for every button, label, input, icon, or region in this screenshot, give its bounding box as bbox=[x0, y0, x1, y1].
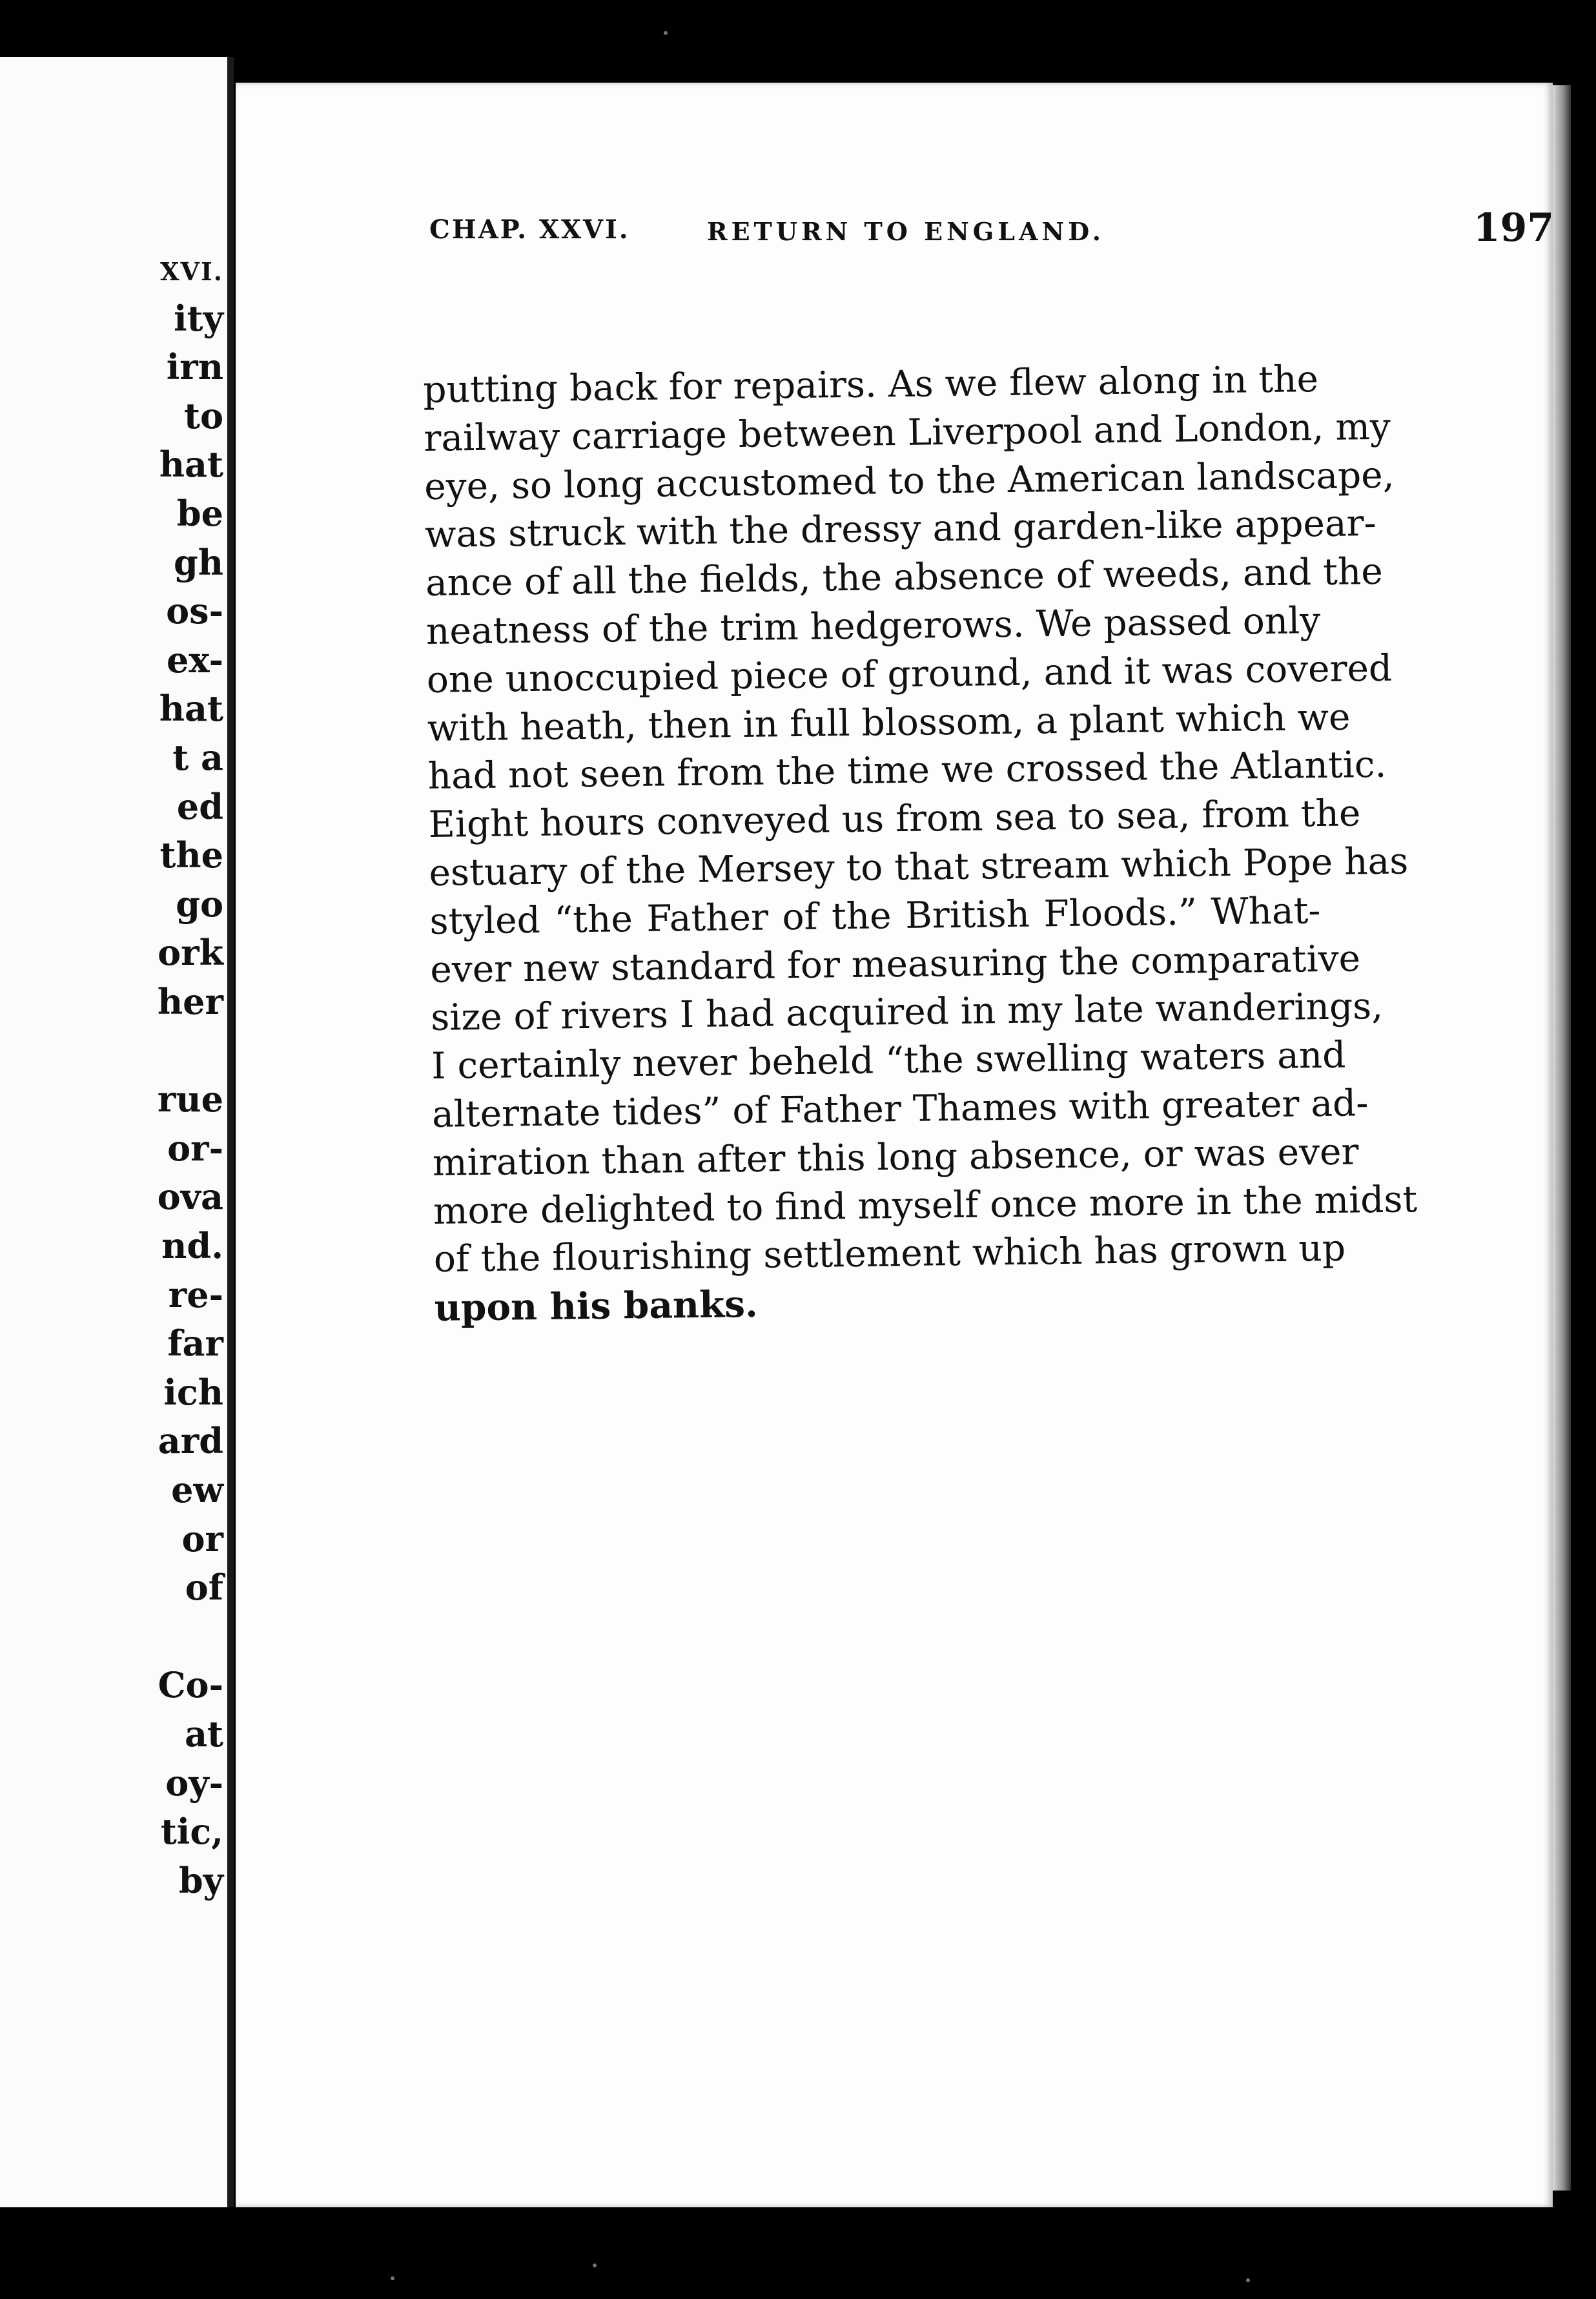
text-line: railway carriage between Liverpool and London, my bbox=[423, 406, 1391, 460]
scan-speck bbox=[391, 2276, 394, 2280]
text-line: estuary of the Mersey to that stream which Pope has bbox=[429, 840, 1409, 894]
page-edge-shadow bbox=[1553, 85, 1571, 2191]
facing-page-fragment: ew bbox=[171, 1469, 223, 1510]
facing-page-fragment: ity bbox=[174, 297, 223, 339]
facing-page-fragment: ich bbox=[163, 1371, 223, 1413]
facing-page-fragment: hat bbox=[159, 444, 223, 486]
text-line: I certainly never beheld “the swelling waters and bbox=[431, 1034, 1346, 1088]
text-line: one unoccupied piece of ground, and it was covered bbox=[426, 647, 1393, 701]
chapter-label: CHAP. XXVI. bbox=[429, 214, 630, 245]
gutter bbox=[227, 57, 234, 2207]
text-line: styled “the Father of the British Floods.” What- bbox=[429, 889, 1321, 943]
running-head bbox=[429, 205, 1559, 257]
facing-page-fragment: her bbox=[157, 981, 223, 1022]
facing-page-fragment: irn bbox=[166, 346, 223, 388]
facing-page-fragment: os- bbox=[166, 590, 223, 632]
text-line: ever new standard for measuring the comparative bbox=[430, 937, 1361, 991]
facing-page-fragment: t a bbox=[172, 737, 223, 778]
facing-page-fragment: oy- bbox=[165, 1762, 223, 1804]
facing-page-fragment: go bbox=[176, 883, 223, 925]
facing-page-fragment: far bbox=[167, 1323, 223, 1365]
facing-page-fragment: or bbox=[181, 1518, 223, 1560]
facing-page-fragment: of bbox=[185, 1567, 223, 1609]
facing-page-fragment: ard bbox=[158, 1420, 223, 1462]
facing-page-fragment: by bbox=[178, 1859, 223, 1901]
text-line: eye, so long accustomed to the American landscape, bbox=[424, 454, 1395, 508]
body-paragraph bbox=[423, 356, 1418, 1333]
facing-page-fragment: the bbox=[159, 834, 223, 876]
text-line: of the flourishing settlement which has grown up bbox=[433, 1227, 1346, 1281]
text-line: with heath, then in full blossom, a plant which we bbox=[427, 696, 1351, 750]
facing-page-fragment: ork bbox=[158, 932, 223, 974]
text-line: size of rivers I had acquired in my late wanderings, bbox=[430, 985, 1384, 1040]
text-line: was struck with the dressy and garden-like appear- bbox=[424, 502, 1377, 557]
facing-page-fragment: ed bbox=[176, 785, 223, 827]
facing-page-fragment: or- bbox=[167, 1127, 223, 1169]
facing-page-fragment: to bbox=[184, 395, 223, 437]
text-line: ance of all the fields, the absence of weeds, and the bbox=[425, 551, 1384, 605]
text-line: alternate tides” of Father Thames with greater ad- bbox=[431, 1082, 1369, 1136]
facing-page-fragment: at bbox=[185, 1713, 223, 1755]
facing-page-fragment: be bbox=[176, 493, 223, 534]
facing-page-fragment: ova bbox=[157, 1176, 223, 1218]
text-line: miration than after this long absence, or was ever bbox=[432, 1131, 1359, 1184]
facing-page-fragment: nd. bbox=[161, 1225, 223, 1266]
text-line: upon his banks. bbox=[434, 1283, 759, 1330]
facing-page-fragment: ex- bbox=[166, 639, 223, 681]
facing-page-fragment: gh bbox=[173, 541, 223, 583]
facing-page-fragment: Co- bbox=[158, 1664, 223, 1706]
facing-page-text-fragments bbox=[0, 57, 227, 2207]
facing-page-fragment: XVI. bbox=[160, 257, 223, 286]
facing-page-fragment: tic, bbox=[160, 1811, 223, 1853]
scan-speck bbox=[593, 2263, 597, 2267]
scan-speck bbox=[1246, 2278, 1250, 2282]
text-line: neatness of the trim hedgerows. We passed only bbox=[425, 600, 1321, 653]
facing-page-fragment: hat bbox=[159, 688, 223, 730]
text-line: putting back for repairs. As we flew along in the bbox=[423, 358, 1319, 411]
text-line: Eight hours conveyed us from sea to sea, from the bbox=[428, 792, 1361, 847]
text-line: had not seen from the time we crossed the Atlantic. bbox=[427, 744, 1387, 798]
text-line: more delighted to find myself once more in the midst bbox=[433, 1178, 1418, 1233]
facing-page bbox=[0, 57, 227, 2207]
chapter-title: RETURN TO ENGLAND. bbox=[707, 217, 1105, 246]
facing-page-fragment: re- bbox=[168, 1273, 223, 1315]
scan-speck bbox=[664, 31, 668, 35]
page-number: 197 bbox=[1473, 205, 1554, 251]
facing-page-fragment: rue bbox=[157, 1078, 223, 1120]
